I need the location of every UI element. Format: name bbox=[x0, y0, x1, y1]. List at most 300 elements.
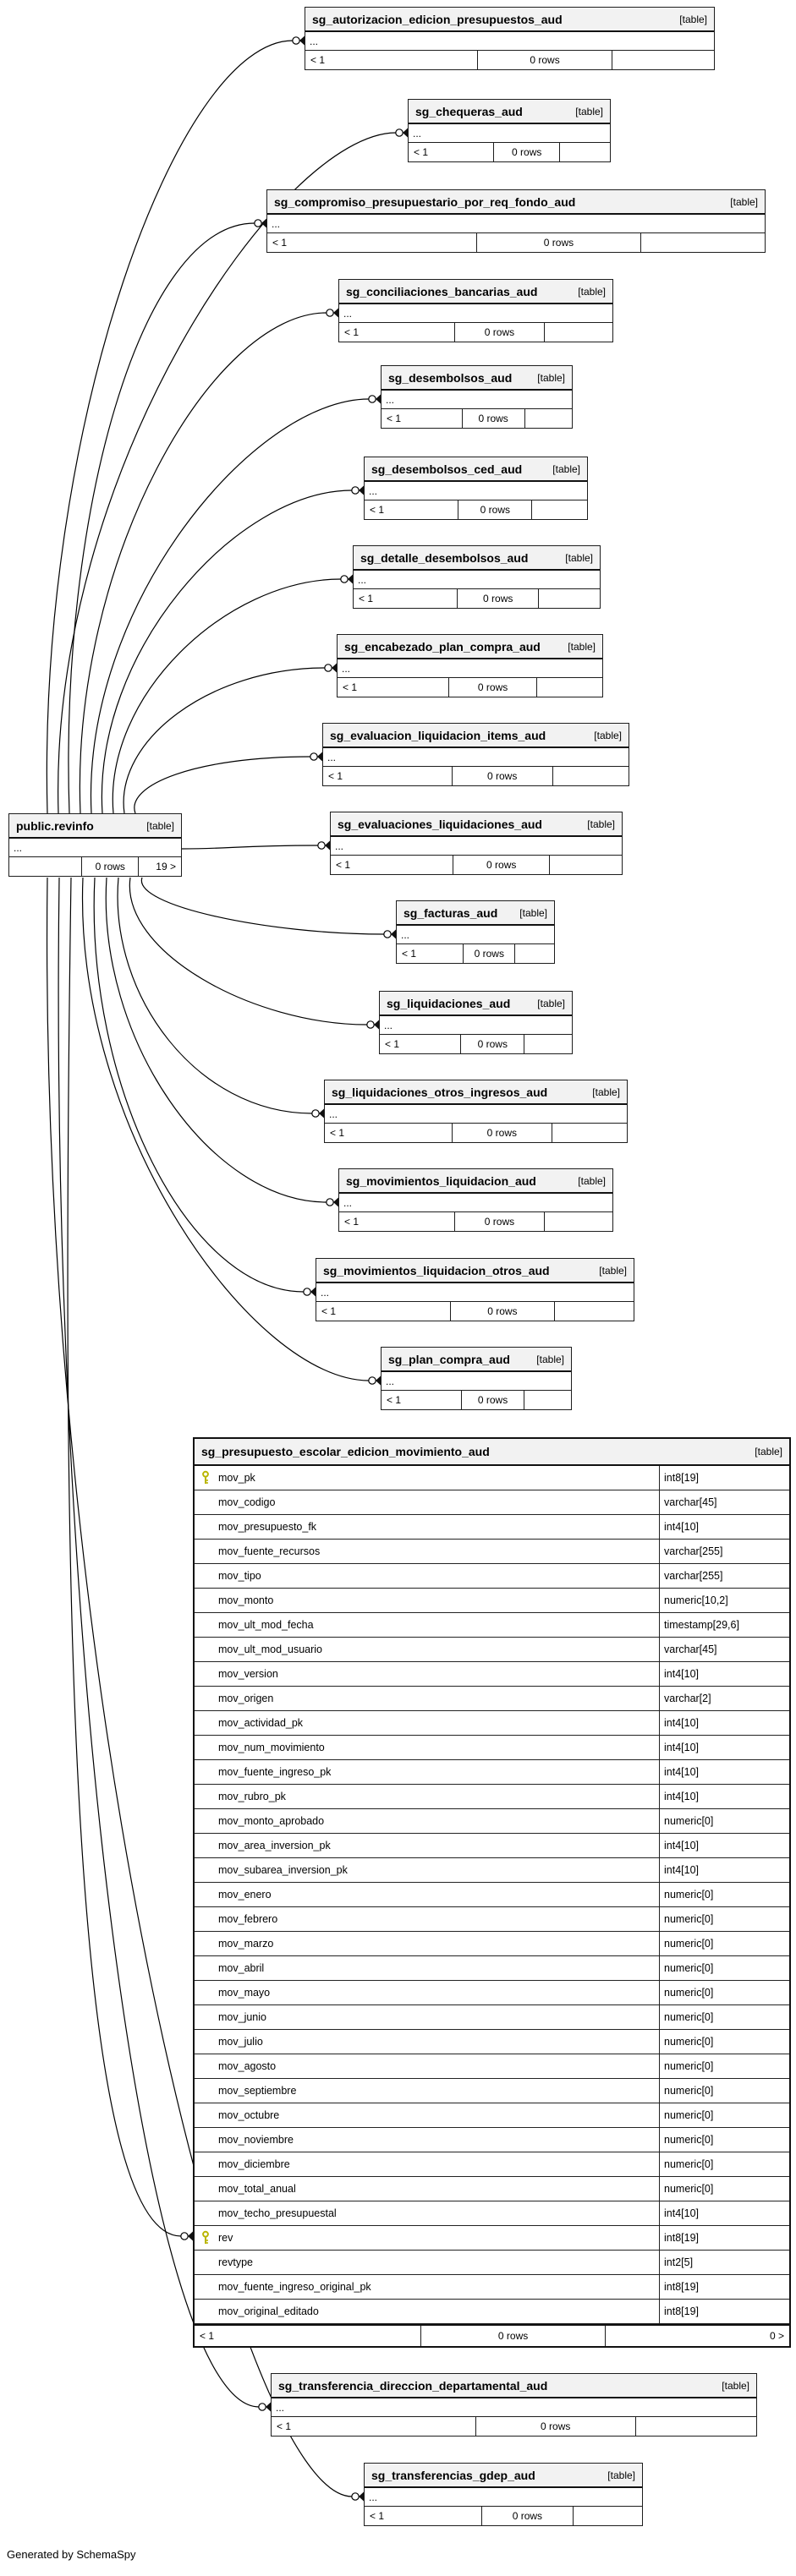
column-name bbox=[195, 1466, 659, 1490]
primary-key-icon bbox=[201, 1471, 210, 1485]
table-footer bbox=[325, 1123, 627, 1142]
table-title[interactable]: sg_liquidaciones_otros_ingresos_aud bbox=[332, 1085, 548, 1099]
zero-or-one-marker bbox=[310, 753, 317, 760]
table-title[interactable]: sg_movimientos_liquidacion_otros_aud bbox=[323, 1263, 550, 1277]
table-title[interactable]: sg_plan_compra_aud bbox=[388, 1352, 510, 1366]
footer-row-count: 0 rows bbox=[477, 51, 612, 69]
footer-row-count: 0 rows bbox=[454, 1212, 545, 1231]
primary-key-icon bbox=[201, 2231, 210, 2245]
column-name bbox=[195, 1613, 659, 1637]
column-type: int8[19] bbox=[659, 2275, 789, 2299]
footer-children bbox=[524, 1391, 571, 1409]
table-header[interactable] bbox=[354, 546, 600, 571]
column-row bbox=[195, 2152, 789, 2177]
table-node-sg_evaluacion_liquidacion_items_aud[interactable] bbox=[322, 723, 629, 786]
table-header[interactable] bbox=[338, 635, 602, 659]
column-row bbox=[195, 1613, 789, 1638]
column-row bbox=[195, 1981, 789, 2005]
footer-row-count: 0 rows bbox=[462, 409, 524, 428]
column-type: numeric[0] bbox=[659, 1809, 789, 1833]
table-title[interactable]: sg_movimientos_liquidacion_aud bbox=[346, 1173, 536, 1188]
column-name-text: mov_rubro_pk bbox=[218, 1791, 286, 1802]
column-name bbox=[195, 2030, 659, 2054]
column-name bbox=[195, 1736, 659, 1759]
footer-implied-parents: < 1 bbox=[330, 1127, 345, 1139]
column-row bbox=[195, 1834, 789, 1858]
column-name bbox=[195, 1589, 659, 1612]
footer-children bbox=[552, 767, 629, 785]
footer-row-count: 0 rows bbox=[448, 678, 535, 697]
table-title[interactable]: sg_conciliaciones_bancarias_aud bbox=[346, 284, 538, 298]
zero-or-one-marker bbox=[259, 2404, 266, 2410]
table-node-sg_autorizacion_edicion_presupuestos_aud[interactable] bbox=[305, 7, 715, 70]
table-type-badge: [table] bbox=[755, 1446, 782, 1458]
table-header[interactable] bbox=[339, 280, 612, 304]
table-node-sg_facturas_aud[interactable] bbox=[396, 900, 555, 964]
relationship-edge bbox=[102, 490, 352, 813]
table-footer bbox=[365, 2506, 642, 2525]
generator-note: Generated by SchemaSpy bbox=[7, 2548, 136, 2561]
zero-or-one-marker bbox=[255, 220, 261, 227]
table-type-badge: [table] bbox=[722, 2379, 749, 2392]
zero-or-one-marker bbox=[312, 1110, 319, 1117]
table-footer bbox=[380, 1034, 572, 1053]
table-type-badge: [table] bbox=[607, 2469, 635, 2481]
footer-implied-parents: < 1 bbox=[344, 1216, 360, 1228]
table-title[interactable]: sg_evaluacion_liquidacion_items_aud bbox=[330, 728, 546, 742]
column-name-text: mov_diciembre bbox=[218, 2158, 290, 2170]
column-name-text: mov_enero bbox=[218, 1889, 272, 1901]
column-row bbox=[195, 1589, 789, 1613]
table-columns-collapsed: ... bbox=[343, 1196, 353, 1209]
table-header[interactable] bbox=[382, 366, 572, 391]
footer-row-count: 0 rows bbox=[476, 233, 640, 252]
footer-row-count: 0 rows bbox=[457, 589, 538, 608]
column-name bbox=[195, 1907, 659, 1931]
column-name bbox=[195, 1711, 659, 1735]
column-name bbox=[195, 1540, 659, 1563]
table-header[interactable] bbox=[272, 2374, 756, 2398]
column-type: int4[10] bbox=[659, 1858, 789, 1882]
table-title[interactable]: sg_detalle_desembolsos_aud bbox=[360, 550, 529, 565]
table-type-badge: [table] bbox=[599, 1264, 627, 1277]
column-type: varchar[2] bbox=[659, 1687, 789, 1710]
table-footer bbox=[397, 943, 554, 963]
column-name bbox=[195, 1858, 659, 1882]
column-name-text: mov_techo_presupuestal bbox=[218, 2207, 337, 2219]
column-type: numeric[0] bbox=[659, 2079, 789, 2103]
table-columns-collapsed: ... bbox=[413, 127, 422, 139]
column-type: int4[10] bbox=[659, 2201, 789, 2225]
column-type: int4[10] bbox=[659, 1662, 789, 1686]
table-type-badge: [table] bbox=[594, 729, 622, 741]
column-name-text: mov_monto bbox=[218, 1594, 274, 1606]
table-type-badge: [table] bbox=[565, 551, 593, 564]
table-title[interactable]: sg_desembolsos_aud bbox=[388, 370, 513, 385]
relationship-edge bbox=[69, 223, 255, 813]
table-node-sg_chequeras_aud[interactable] bbox=[408, 99, 611, 162]
column-name bbox=[195, 1662, 659, 1686]
table-footer bbox=[272, 2416, 756, 2436]
table-footer bbox=[339, 322, 612, 342]
zero-or-one-marker bbox=[325, 665, 332, 671]
column-row bbox=[195, 2251, 789, 2275]
column-type: timestamp[29,6] bbox=[659, 1613, 789, 1637]
table-columns-collapsed: ... bbox=[342, 662, 351, 675]
column-name-text: mov_fuente_ingreso_original_pk bbox=[218, 2281, 371, 2293]
table-node-sg_evaluaciones_liquidaciones_aud[interactable] bbox=[330, 812, 623, 875]
table-header[interactable] bbox=[365, 457, 587, 482]
table-footer bbox=[382, 408, 572, 428]
column-name bbox=[195, 2103, 659, 2127]
table-columns-collapsed: ... bbox=[310, 35, 319, 47]
footer-row-count: 0 rows bbox=[475, 2417, 635, 2436]
relationship-edge bbox=[94, 878, 304, 1292]
column-name-text: mov_total_anual bbox=[218, 2183, 296, 2195]
column-row bbox=[195, 2201, 789, 2226]
column-type: int4[10] bbox=[659, 1760, 789, 1784]
table-header[interactable] bbox=[339, 1169, 612, 1194]
footer-implied-parents: < 1 bbox=[387, 413, 402, 424]
footer-children bbox=[559, 143, 610, 161]
footer-row-count: 0 rows bbox=[420, 2326, 605, 2346]
footer-implied-parents: < 1 bbox=[310, 54, 326, 66]
table-columns-collapsed: ... bbox=[386, 393, 395, 406]
footer-children bbox=[524, 409, 572, 428]
column-type: varchar[45] bbox=[659, 1490, 789, 1514]
footer-row-count: 0 rows bbox=[452, 767, 552, 785]
table-footer bbox=[339, 1211, 612, 1231]
column-name-text: mov_fuente_recursos bbox=[218, 1545, 321, 1557]
table-node-sg_liquidaciones_otros_ingresos_aud[interactable] bbox=[324, 1080, 628, 1143]
footer-children bbox=[549, 856, 622, 874]
table-type-badge: [table] bbox=[730, 195, 758, 208]
column-name bbox=[195, 1956, 659, 1980]
column-name-text: mov_origen bbox=[218, 1693, 274, 1704]
column-type: int4[10] bbox=[659, 1834, 789, 1857]
column-name bbox=[195, 2128, 659, 2152]
column-row bbox=[195, 2128, 789, 2152]
table-footer bbox=[195, 2324, 789, 2346]
footer-implied-parents: < 1 bbox=[321, 1305, 337, 1317]
column-name-text: mov_pk bbox=[218, 1472, 255, 1484]
column-name-text: mov_presupuesto_fk bbox=[218, 1521, 317, 1533]
table-node-sg_movimientos_liquidacion_aud[interactable] bbox=[338, 1168, 613, 1232]
table-header[interactable] bbox=[195, 1439, 789, 1466]
column-row bbox=[195, 2226, 789, 2251]
table-node-sg_transferencia_direccion_departamental_aud[interactable] bbox=[271, 2373, 757, 2437]
column-name-text: mov_octubre bbox=[218, 2109, 280, 2121]
column-row bbox=[195, 2054, 789, 2079]
column-name-text: mov_subarea_inversion_pk bbox=[218, 1864, 348, 1876]
footer-row-count: 0 rows bbox=[481, 2507, 573, 2525]
table-node-sg_movimientos_liquidacion_otros_aud[interactable] bbox=[316, 1258, 634, 1321]
zero-or-one-marker bbox=[352, 2493, 359, 2500]
table-header[interactable] bbox=[267, 190, 765, 215]
column-name bbox=[195, 2054, 659, 2078]
table-title[interactable]: sg_presupuesto_escolar_edicion_movimiento_aud bbox=[201, 1445, 490, 1458]
column-name-text: mov_monto_aprobado bbox=[218, 1815, 325, 1827]
table-type-badge: [table] bbox=[537, 371, 565, 384]
footer-implied-parents: < 1 bbox=[343, 681, 358, 693]
zero-or-one-marker bbox=[352, 487, 359, 494]
footer-children bbox=[554, 1302, 634, 1321]
column-name bbox=[195, 1883, 659, 1906]
table-type-badge: [table] bbox=[575, 105, 603, 118]
column-name bbox=[195, 1785, 659, 1808]
table-title[interactable]: sg_autorizacion_edicion_presupuestos_aud bbox=[312, 12, 563, 26]
column-row bbox=[195, 1540, 789, 1564]
table-header[interactable] bbox=[397, 901, 554, 926]
table-type-badge: [table] bbox=[592, 1086, 620, 1098]
column-row bbox=[195, 1932, 789, 1956]
table-node-public.revinfo[interactable] bbox=[8, 813, 182, 877]
column-name-text: mov_version bbox=[218, 1668, 278, 1680]
footer-children: 0 > bbox=[605, 2326, 789, 2346]
column-row bbox=[195, 1809, 789, 1834]
column-type: int8[19] bbox=[659, 2300, 789, 2323]
table-title[interactable]: sg_encabezado_plan_compra_aud bbox=[344, 639, 541, 654]
column-type: numeric[0] bbox=[659, 1907, 789, 1931]
table-columns-collapsed: ... bbox=[321, 1286, 330, 1299]
table-title[interactable]: sg_chequeras_aud bbox=[415, 104, 523, 118]
footer-children bbox=[524, 1035, 572, 1053]
column-row bbox=[195, 2300, 789, 2324]
column-row bbox=[195, 1466, 789, 1490]
footer-children: 19 > bbox=[138, 857, 181, 876]
table-node-sg_transferencias_gdep_aud[interactable] bbox=[364, 2463, 643, 2526]
table-type-badge: [table] bbox=[146, 819, 174, 832]
column-row bbox=[195, 1515, 789, 1540]
column-row bbox=[195, 1907, 789, 1932]
footer-implied-parents: < 1 bbox=[344, 326, 360, 338]
column-name bbox=[195, 1834, 659, 1857]
column-name bbox=[195, 1932, 659, 1955]
column-row bbox=[195, 1785, 789, 1809]
footer-children bbox=[514, 944, 554, 963]
footer-row-count: 0 rows bbox=[461, 1391, 524, 1409]
column-type: int8[19] bbox=[659, 2226, 789, 2250]
table-node-sg_presupuesto_escolar_edicion_movimiento_aud[interactable] bbox=[193, 1437, 791, 2348]
column-type: numeric[0] bbox=[659, 2152, 789, 2176]
footer-children bbox=[573, 2507, 642, 2525]
footer-row-count: 0 rows bbox=[81, 857, 138, 876]
column-name bbox=[195, 1564, 659, 1588]
column-name-text: mov_fuente_ingreso_pk bbox=[218, 1766, 332, 1778]
relationship-edge bbox=[134, 757, 310, 813]
footer-row-count: 0 rows bbox=[452, 1124, 552, 1142]
table-header[interactable] bbox=[325, 1080, 627, 1105]
relationship-edge bbox=[141, 878, 384, 934]
table-footer bbox=[365, 500, 587, 519]
table-columns-collapsed: ... bbox=[358, 573, 367, 586]
column-name bbox=[195, 1490, 659, 1514]
footer-row-count: 0 rows bbox=[458, 500, 531, 519]
column-row bbox=[195, 2030, 789, 2054]
relationship-edge bbox=[106, 878, 327, 1202]
table-type-badge: [table] bbox=[537, 997, 565, 1009]
zero-or-one-marker bbox=[293, 37, 299, 44]
table-columns-collapsed: ... bbox=[386, 1375, 395, 1387]
relationship-edge bbox=[182, 845, 318, 849]
table-node-sg_plan_compra_aud[interactable] bbox=[381, 1347, 572, 1410]
table-title[interactable]: sg_compromiso_presupuestario_por_req_fondo_aud bbox=[274, 194, 576, 209]
table-footer bbox=[267, 232, 765, 252]
table-footer bbox=[9, 856, 181, 876]
column-row bbox=[195, 1564, 789, 1589]
column-name-text: mov_abril bbox=[218, 1962, 265, 1974]
column-type: int4[10] bbox=[659, 1736, 789, 1759]
table-title[interactable]: sg_liquidaciones_aud bbox=[387, 996, 511, 1010]
column-type: numeric[0] bbox=[659, 2005, 789, 2029]
footer-children bbox=[536, 678, 602, 697]
table-columns-collapsed: ... bbox=[369, 2491, 378, 2503]
table-node-sg_detalle_desembolsos_aud[interactable] bbox=[353, 545, 601, 609]
column-type: varchar[255] bbox=[659, 1540, 789, 1563]
column-type: numeric[0] bbox=[659, 2054, 789, 2078]
relationship-edge bbox=[129, 878, 367, 1025]
column-row bbox=[195, 2005, 789, 2030]
footer-children bbox=[538, 589, 600, 608]
zero-or-one-marker bbox=[369, 396, 376, 402]
column-name-text: mov_tipo bbox=[218, 1570, 261, 1582]
column-row bbox=[195, 2103, 789, 2128]
column-type: int2[5] bbox=[659, 2251, 789, 2274]
footer-children bbox=[635, 2417, 756, 2436]
table-node-sg_compromiso_presupuestario_por_req_fondo_aud[interactable] bbox=[266, 189, 766, 253]
column-name-text: revtype bbox=[218, 2256, 253, 2268]
footer-implied-parents: < 1 bbox=[200, 2330, 215, 2342]
column-name bbox=[195, 2201, 659, 2225]
footer-implied-parents: < 1 bbox=[387, 1394, 402, 1406]
relationship-edge bbox=[80, 313, 327, 813]
zero-or-one-marker bbox=[327, 309, 333, 316]
column-name-text: mov_febrero bbox=[218, 1913, 278, 1925]
column-name-text: mov_noviembre bbox=[218, 2134, 294, 2146]
table-header[interactable] bbox=[380, 992, 572, 1016]
table-footer bbox=[331, 855, 622, 874]
footer-children bbox=[531, 500, 587, 519]
column-name-text: mov_codigo bbox=[218, 1496, 276, 1508]
table-title[interactable]: public.revinfo bbox=[16, 818, 94, 833]
column-name-text: mov_original_editado bbox=[218, 2305, 319, 2317]
column-type: numeric[0] bbox=[659, 1981, 789, 2004]
table-type-badge: [table] bbox=[552, 462, 580, 475]
table-type-badge: [table] bbox=[679, 13, 707, 25]
table-title[interactable]: sg_desembolsos_ced_aud bbox=[371, 462, 523, 476]
table-columns-collapsed: ... bbox=[329, 1108, 338, 1120]
column-name bbox=[195, 1809, 659, 1833]
column-row bbox=[195, 1490, 789, 1515]
table-header[interactable] bbox=[316, 1259, 634, 1283]
table-title[interactable]: sg_transferencias_gdep_aud bbox=[371, 2468, 535, 2482]
column-row bbox=[195, 1736, 789, 1760]
column-row bbox=[195, 2079, 789, 2103]
table-title[interactable]: sg_facturas_aud bbox=[403, 905, 498, 920]
table-node-sg_conciliaciones_bancarias_aud[interactable] bbox=[338, 279, 613, 342]
table-columns-collapsed: ... bbox=[401, 928, 410, 941]
relationship-edge bbox=[47, 41, 293, 813]
table-title[interactable]: sg_transferencia_direccion_departamental_aud bbox=[278, 2378, 548, 2393]
column-name bbox=[195, 2275, 659, 2299]
column-type: int4[10] bbox=[659, 1515, 789, 1539]
zero-or-one-marker bbox=[181, 2233, 188, 2240]
column-type: int8[19] bbox=[659, 1466, 789, 1490]
table-footer bbox=[305, 50, 714, 69]
table-header[interactable] bbox=[9, 814, 181, 839]
column-row bbox=[195, 1662, 789, 1687]
table-node-sg_encabezado_plan_compra_aud[interactable] bbox=[337, 634, 603, 697]
table-type-badge: [table] bbox=[519, 906, 547, 919]
column-name-text: rev bbox=[218, 2232, 233, 2244]
column-name-text: mov_marzo bbox=[218, 1938, 274, 1950]
column-row bbox=[195, 1883, 789, 1907]
table-footer bbox=[338, 677, 602, 697]
zero-or-one-marker bbox=[367, 1021, 374, 1028]
table-header[interactable] bbox=[382, 1348, 571, 1372]
table-header[interactable] bbox=[409, 100, 610, 124]
column-name-text: mov_septiembre bbox=[218, 2085, 297, 2097]
relationship-edge bbox=[124, 668, 325, 813]
column-row bbox=[195, 1858, 789, 1883]
column-name bbox=[195, 2005, 659, 2029]
table-columns-collapsed: ... bbox=[276, 2401, 285, 2414]
footer-implied-parents: < 1 bbox=[359, 593, 374, 604]
footer-implied-parents: < 1 bbox=[277, 2420, 292, 2432]
column-name-text: mov_ult_mod_usuario bbox=[218, 1643, 322, 1655]
relationship-edge bbox=[113, 579, 341, 813]
table-footer bbox=[354, 588, 600, 608]
column-row bbox=[195, 1711, 789, 1736]
column-name-text: mov_actividad_pk bbox=[218, 1717, 304, 1729]
zero-or-one-marker bbox=[396, 129, 403, 136]
column-type: int4[10] bbox=[659, 1711, 789, 1735]
zero-or-one-marker bbox=[318, 842, 325, 849]
footer-implied-parents: < 1 bbox=[336, 859, 351, 871]
column-name bbox=[195, 1515, 659, 1539]
table-columns-collapsed: ... bbox=[343, 307, 353, 320]
table-footer bbox=[323, 766, 629, 785]
column-name bbox=[195, 2079, 659, 2103]
column-row bbox=[195, 1638, 789, 1662]
table-title[interactable]: sg_evaluaciones_liquidaciones_aud bbox=[338, 817, 542, 831]
table-node-sg_desembolsos_ced_aud[interactable] bbox=[364, 457, 588, 520]
table-header[interactable] bbox=[305, 8, 714, 32]
table-columns-collapsed: ... bbox=[272, 217, 281, 230]
column-name bbox=[195, 2226, 659, 2250]
zero-or-one-marker bbox=[341, 576, 348, 582]
footer-implied-parents: < 1 bbox=[402, 948, 417, 960]
footer-row-count: 0 rows bbox=[453, 856, 549, 874]
column-name bbox=[195, 1981, 659, 2004]
footer-implied-parents: < 1 bbox=[385, 1038, 400, 1050]
table-header[interactable] bbox=[365, 2464, 642, 2488]
footer-row-count: 0 rows bbox=[450, 1302, 555, 1321]
column-row bbox=[195, 2177, 789, 2201]
table-header[interactable] bbox=[331, 812, 622, 837]
table-node-sg_desembolsos_aud[interactable] bbox=[381, 365, 573, 429]
table-columns-collapsed: ... bbox=[327, 751, 337, 763]
footer-implied-parents: < 1 bbox=[370, 2510, 385, 2522]
table-node-sg_liquidaciones_aud[interactable] bbox=[379, 991, 573, 1054]
column-name bbox=[195, 2300, 659, 2323]
footer-children bbox=[544, 1212, 612, 1231]
column-name-text: mov_agosto bbox=[218, 2060, 277, 2072]
table-header[interactable] bbox=[323, 724, 629, 748]
column-name-text: mov_num_movimiento bbox=[218, 1742, 325, 1753]
column-name bbox=[195, 1687, 659, 1710]
column-name bbox=[195, 1638, 659, 1661]
